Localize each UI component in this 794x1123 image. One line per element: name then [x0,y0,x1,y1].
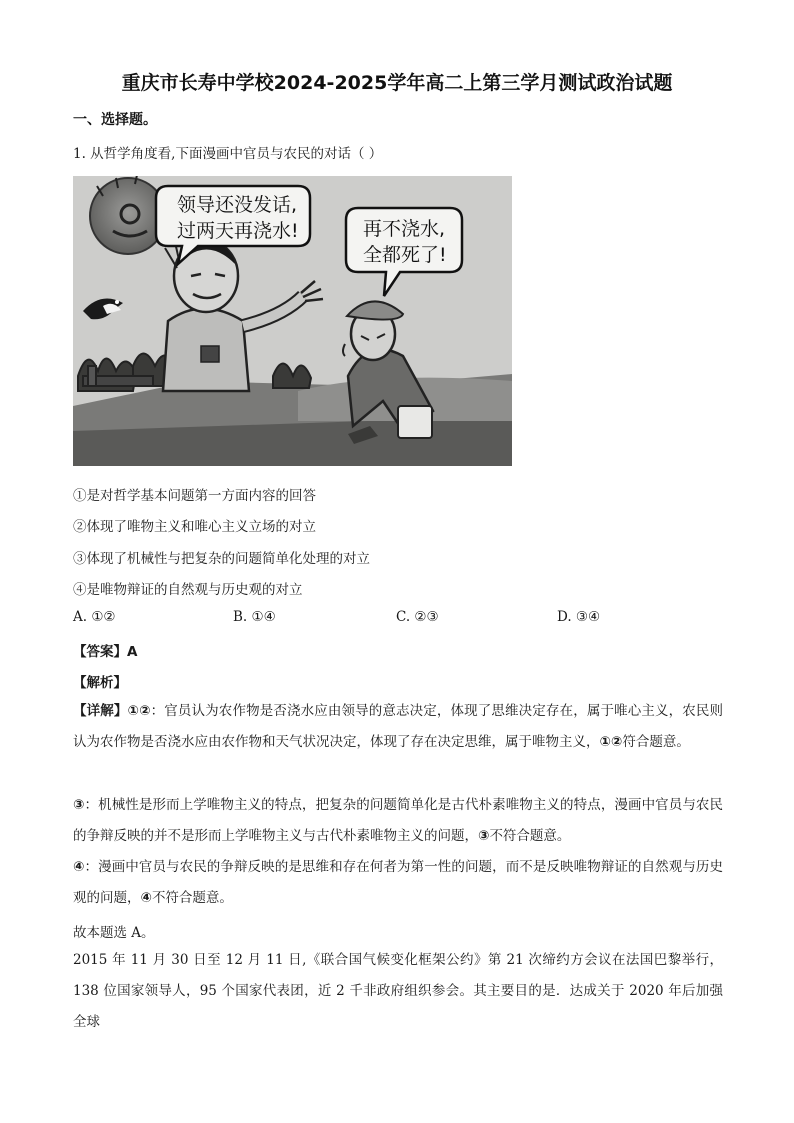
explanation-paragraph-3 [73,852,723,914]
farmer-speech-line2: 全都死了! [363,244,447,266]
explanation-3-head: ④ [73,859,85,875]
question-stem: 1. 从哲学角度看,下面漫画中官员与农民的对话（ ） [73,146,383,162]
explanation-1-tail: 符合题意。 [622,734,690,750]
official-speech-line1: 领导还没发话, [177,194,298,216]
statement-3: ③体现了机械性与把复杂的问题简单化处理的对立 [73,551,370,567]
choice-c: C. ②③ [396,609,439,625]
explanation-3-tail: 不符合题意。 [151,890,233,906]
explanation-3-body: ：漫画中官员与农民的争辩反映的是思维和存在何者为第一性的问题，而不是反映唯物辩证的自然观与历史观的问题， [73,859,724,906]
explanation-2-head: ③ [73,797,85,813]
choice-a: A. ①② [73,609,116,625]
statement-1: ①是对哲学基本问题第一方面内容的回答 [73,488,316,504]
official-speech-line2: 过两天再浇水! [177,220,299,242]
explanation-3-tail-bold: ④ [140,890,152,906]
next-question-material: 2015 年 11 月 30 日至 12 月 11 日,《联合国气候变化框架公约》第 21 次缔约方会议在法国巴黎举行，138 位国家领导人，95 个国家代表团，近 2 千非政府组织参会。其主要目的是．达成关于 2020 年后加强全球 [73,952,723,1030]
explanation-paragraph-2 [73,790,723,852]
explanation-2-tail-bold: ③ [478,828,490,844]
explanation-2-body: ：机械性是形而上学唯物主义的特点，把复杂的问题简单化是古代朴素唯物主义的特点，漫画中官员与农民的争辩反映的并不是形而上学唯物主义与古代朴素唯物主义的问题， [73,797,724,844]
explanation-paragraph-1 [73,696,723,758]
answer-label: 【答案】A [73,644,138,660]
explanation-1-tail-bold: ①② [599,734,623,750]
farmer-speech-line1: 再不浇水, [363,218,446,240]
section-heading: 一、选择题。 [73,112,157,128]
page-title: 重庆市长寿中学校2024-2025学年高二上第三学月测试政治试题 [121,72,673,94]
choice-b: B. ①④ [233,609,276,625]
statement-4: ④是唯物辩证的自然观与历史观的对立 [73,582,303,598]
explanation-2-tail: 不符合题意。 [489,828,571,844]
explanation-1-body: ：官员认为农作物是否浇水应由领导的意志决定，体现了思维决定存在，属于唯心主义，农民则认为农作物是否浇水应由农作物和天气状况决定，体现了存在决定思维，属于唯物主义， [73,703,723,750]
conclusion: 故本题选 A。 [73,925,155,941]
choice-d: D. ③④ [557,609,601,625]
sun-drawing [90,176,166,254]
statement-2: ②体现了唯物主义和唯心主义立场的对立 [73,519,316,535]
cartoon-image [73,176,512,466]
analysis-label: 【解析】 [73,675,127,691]
explanation-1-head: 【详解】①② [73,703,151,719]
